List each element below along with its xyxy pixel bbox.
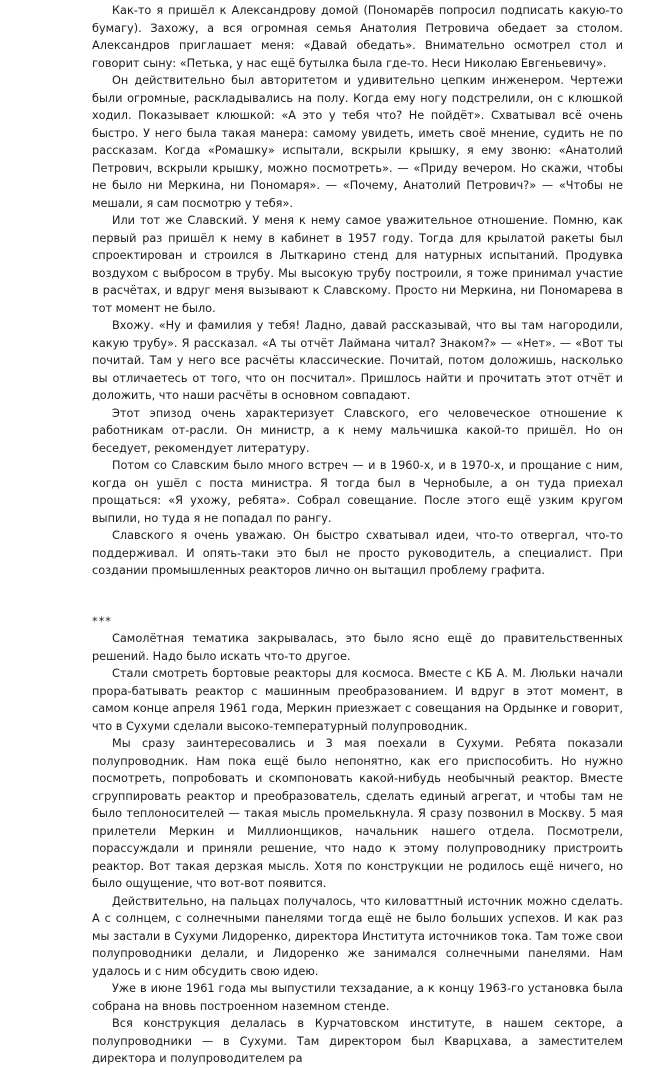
paragraph: Славского я очень уважаю. Он быстро схватывал идеи, что-то отвергал, что-то поддерживал. И опять-таки это был не просто руководитель, а специалист. При создании промышленных реакторов лично он вытащил проблему графита. xyxy=(92,529,623,577)
paragraph: Потом со Славским было много встреч — и в 1960-х, и в 1970-х, и прощание с ним, когда он ушёл с поста министра. Я тогда был в Чернобыле, а он туда приехал прощаться: «Я ухожу, ребята». Собрал совещание. После этого ещё узким кругом выпили, но туда я не попадал по рангу. xyxy=(92,459,623,525)
paragraph: Вся конструкция делалась в Курчатовском институте, в нашем секторе, а полупроводники — в Сухуми. Там директором был Кварцхава, а заместителем директора и полупроводителем ра xyxy=(92,1017,623,1065)
paragraph: Или тот же Славский. У меня к нему самое уважительное отношение. Помню, как первый раз пришёл к нему в кабинет в 1957 году. Тогда для крылатой ракеты был спроектирован и строился в Лыткарино стенд для натурных испытаний. Продувка воздухом с выбросом в трубу. Мы высокую трубу построили, я тоже принимал участие в расчётах, и вдруг меня вызывают к Славскому. Просто ни Меркина, ни Пономарева в тот момент не было. xyxy=(92,214,623,315)
paragraph: Как-то я пришёл к Александрову домой (Пономарёв попросил подписать какую-то бумагу). Захожу, а вся огромная семья Анатолия Петровича обедает за столом. Александров приглашает меня: «Давай обедать». Внимательно осмотрел стол и говорит сыну: «Петька, у нас ещё бутылка была где-то. Неси Николаю Евгеньевичу». xyxy=(92,4,623,70)
paragraph: Мы сразу заинтересовались и 3 мая поехали в Сухуми. Ребята показали полупроводник. Нам пока ещё было непонятно, как его приспособить. Но нужно посмотреть, попробовать и скомпоновать какой-нибудь необычный реактор. Вместе сгруппировать реактор и преобразователь, сделать единый агрегат, и чтобы там не было теплоносителей — такая мысль промелькнула. Я сразу позвонил в Москву. 5 мая прилетели Меркин и Миллионщиков, начальник нашего отдела. Посмотрели, порассуждали и приняли решение, что надо к этому полупроводнику пристроить реактор. Вот такая дерзкая мысль. Хотя по конструкции не родилось ещё ничего, но было ощущение, что вот-вот появится. xyxy=(92,737,623,890)
paragraph: Уже в июне 1961 года мы выпустили техзадание, а к концу 1963-го установка была собрана на вновь построенном наземном стенде. xyxy=(92,982,623,1013)
section-separator: *** xyxy=(92,614,112,628)
paragraph: Он действительно был авторитетом и удивительно цепким инженером. Чертежи были огромные, раскладывались на полу. Когда ему ногу подстрелили, он с клюшкой ходил. Показывает клюшкой: «А это у тебя что? Не пойдёт». Схватывал всё очень быстро. У него была такая манера: самому увидеть, иметь своё мнение, судить не по рассказам. Когда «Ромашку» испытали, вскрыли крышку, я ему звоню: «Анатолий Петрович, вскрыли крышку, можно посмотреть». — «Приду вечером. Но скажи, чтобы не было ни Меркина, ни Пономаря». — «Почему, Анатолий Петрович?» — «Чтобы не мешали, я сам посмотрю у тебя». xyxy=(92,74,623,210)
paragraph: Самолётная тематика закрывалась, это было ясно ещё до правительственных решений. Надо было искать что-то другое. xyxy=(92,632,623,663)
paragraph: Действительно, на пальцах получалось, что киловаттный источник можно сделать. А с солнцем, с солнечными панелями тогда ещё не было больших успехов. И как раз мы застали в Сухуми Лидоренко, директора Института источников тока. Там тоже свои полупроводники делали, и Лидоренко же занимался солнечными панелями. Нам удалось и с ним обсудить свою идею. xyxy=(92,894,623,978)
paragraph: Стали смотреть бортовые реакторы для космоса. Вместе с КБ А. М. Люльки начали прора-батывать реактор с машинным преобразованием. И вдруг в этот момент, в самом конце апреля 1961 года, Меркин приезжает с совещания на Ордынке и говорит, что в Сухуми сделали высоко-температурный полупроводник. xyxy=(92,667,623,733)
paragraph: Этот эпизод очень характеризует Славского, его человеческое отношение к работникам от-расли. Он министр, а к нему мальчишка какой-то пришёл. Но он беседует, рекомендует литературу. xyxy=(92,406,623,455)
paragraph: Вхожу. «Ну и фамилия у тебя! Ладно, давай рассказывай, что вы там нагородили, какую трубу». Я рассказал. «А ты отчёт Лаймана читал? Знаком?» — «Нет». — «Вот ты почитай. Там у него все расчёты классические. Почитай, потом доложишь, насколько вы отличаетесь от того, что он посчитал». Пришлось найти и прочитать этот отчёт и доложить, что наши расчёты в основном совпадают. xyxy=(92,319,623,402)
